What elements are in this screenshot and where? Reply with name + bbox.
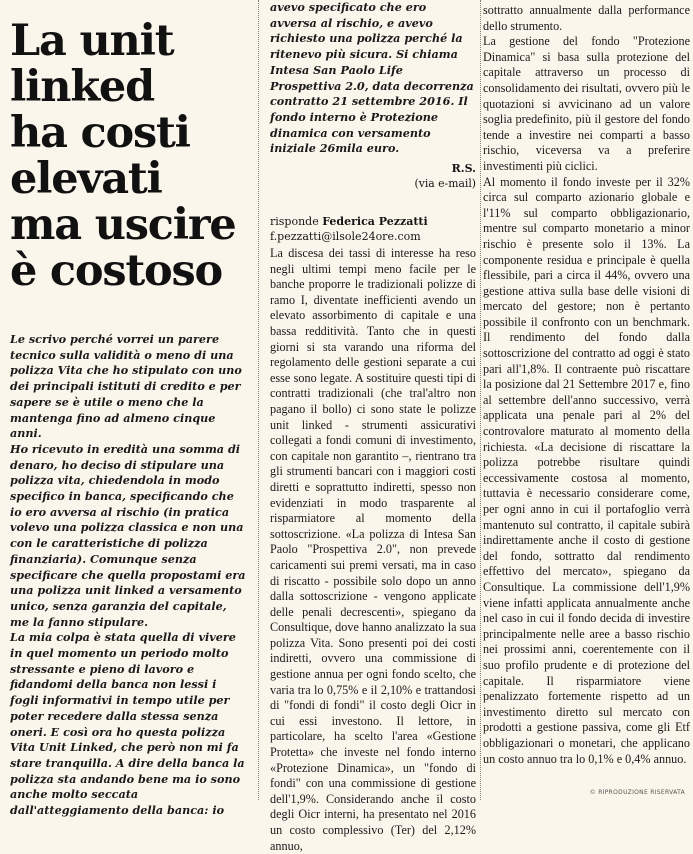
column-divider — [258, 0, 259, 800]
headline-line: è costoso — [10, 246, 223, 296]
answer-paragraph: La discesa dei tassi di interesse ha reso negli ultimi tempi meno facile per le banche proporre le tradizionali polizze di ramo I, diventate inefficienti avendo un elevato assorbimento di capitale e una bassa redditività. Tanto che in questi giorni si sta varando una riforma del regolamento delle gestioni separate a cui esse sono legate. A sostituire questi tipi di contratti tradizionali (che tral'altro non pagano il bollo) ci sono state le polizze unit linked - strumenti assicurativi collegati a fondi comuni di investimento, con capitale non garantito –, rientrano tra gli strumenti bancari con i maggiori costi diretti e soprattutto indiretti, spesso non evidenziati in modo trasparente al risparmiatore al momento della sottoscrizione. «La polizza di Intesa San Paolo "Prospettiva 2.0", non prevede caricamenti sui premi versati, ma in caso di riscatto - possibile solo dopo un anno dalla sottoscrizione - vengono applicate delle penali decrescenti», spiegano da Consultique, dove hanno analizzato la sua polizza Vita. Sono presenti poi dei costi indiretti, ovvero una commissione di gestione annua per ogni fondo scelto, che varia tra lo 0,75% e il 2,10% e trattandosi di "fondi di fondi" il costo degli Oicr in cui essi investono. Il lettore, in particolare, ha scelto l'area «Gestione Protetta» che investe nel fondo interno «Protezione Dinamica», un "fondo di fondi" con una commissione di gestione dell'1,9%. Considerando anche il costo degli Oicr interni, ha presentato nel 2016 un costo complessivo (Ter) del 2,12% annuo, — [270, 246, 476, 853]
column-1 — [10, 0, 247, 819]
answer-paragraph: Al momento il fondo investe per il 32% circa sul comparto azionario globale e l'11% sul comparto obbligazionario, mentre sul comparto monetario a minor rischio è presente solo il 13%. La componente residua e principale è quella flessibile, pari a circa il 44%, ovvero una gestione attiva sulla base delle visioni di mercato del gestore; non è pertanto possibile il confronto con un benchmark. Il rendimento del fondo dalla sottoscrizione del contratto ad oggi è stato pari all'1,8%. Il contraente può riscattare la posizione dal 21 Settembre 2017 e, fino al settembre dell'anno successivo, verrà applicata una penale pari al 2% del controvalore maturato al momento della richiesta. «La decisione di riscattare la polizza potrebbe risultare quindi eccessivamente costosa al momento, tuttavia è necessario considerare come, per ogni anno in cui il portafoglio verrà mantenuto sul contratto, il capitale subirà indirettamente anche il costo di gestione del fondo, sottratto dal rendimento effettivo del mercato», spiegano da Consultique. La commissione dell'1,9% viene infatti applicata annualmente anche nel caso in cui il fondo decida di investire principalmente nelle aree a basso rischio nei prossimi anni, coerentemente con il suo profilo prudente e di protezione del capitale. Il risparmiatore viene penalizzato fortemente rispetto ad un investimento diretto sul mercato con prodotti a gestione passiva, come gli Etf obbligazionari o monetari, che applicano un costo annuo tra lo 0,1% e 0,4% annuo. — [483, 174, 690, 766]
answer-body — [270, 246, 476, 854]
letter-paragraph: Ho ricevuto in eredità una somma di denaro, ho deciso di stipulare una polizza vita, chiedendola in modo specifico in banca, specificando che io ero avversa al rischio (in pratica volevo una polizza classica e non una con le caratteristiche di polizza finanziaria). Comunque senza specificare che quella propostami era una polizza unit linked a versamento unico, senza garanzia del capitale, me la fanno stipulare. — [10, 441, 246, 629]
byline-prefix: risponde — [270, 215, 323, 229]
letter-paragraph: La mia colpa è stata quella di vivere in quel momento un periodo molto stressante e pieno di lavoro e fidandomi della banca non lessi i fogli informativi in tempo utile per poter recedere dalla stessa senza oneri. E così ora ho questa polizza Vita Unit Linked, che però non mi fa stare tranquilla. A dire della banca la polizza sta andando bene ma io sono anche molto seccata dall'atteggiamento della banca: io — [10, 630, 245, 818]
column-divider — [480, 0, 481, 800]
headline-line: elevati — [10, 154, 162, 204]
letter-source: (via e-mail) — [414, 177, 476, 191]
headline-line: linked — [10, 62, 154, 112]
column-3 — [483, 0, 690, 767]
letter-paragraph: Le scrivo perché vorrei un parere tecnico sulla validità o meno di una polizza Vita che ho stipulato con uno dei principali istituti di credito e per sapere se è utile o meno che la mantenga fino ad almeno cinque anni. — [10, 332, 242, 441]
answer-body-continued — [483, 3, 690, 767]
headline-line: ma uscire — [10, 200, 236, 250]
reader-letter — [10, 332, 247, 819]
headline-line: ha costi — [10, 108, 190, 158]
answer-paragraph: La gestione del fondo "Protezione Dinamica" si basa sulla protezione del capitale attraverso un processo di consolidamento dei risultati, ovvero più le quotazioni si avvicinano ad un valore soglia predefinito, più il gestore del fondo tende a investire nei comparti a basso rischio, viceversa va a preferire investimenti più ciclici. — [483, 34, 690, 173]
answer-paragraph: sottratto annualmente dalla performance dello strumento. — [483, 3, 690, 33]
headline-line: La unit — [10, 16, 174, 66]
letter-continuation: avevo specificato che ero avversa al rischio, e avevo richiesto una polizza perché la ritenevo più sicura. Si chiama Intesa San Paolo Life Prospettiva 2.0, data decorrenza contratto 21 settembre 2016. Il fondo interno è Protezione dinamica con versamento iniziale 26mila euro. — [270, 0, 474, 156]
author-email[interactable]: f.pezzatti@ilsole24ore.com — [270, 230, 421, 244]
author-name: Federica Pezzatti — [322, 215, 428, 229]
column-2 — [270, 0, 476, 854]
byline — [270, 214, 476, 229]
headline — [10, 18, 247, 294]
copyright-notice: © RIPRODUZIONE RISERVATA — [589, 789, 685, 796]
letter-signature: R.S. — [451, 162, 476, 176]
